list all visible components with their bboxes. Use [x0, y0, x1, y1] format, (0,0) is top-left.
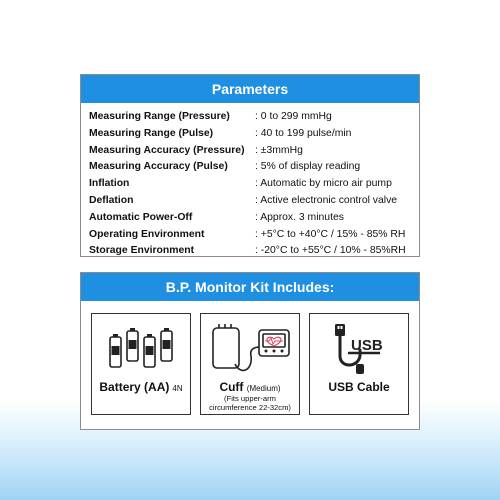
- param-value: : Automatic by micro air pump: [255, 178, 392, 190]
- param-row: [89, 243, 419, 260]
- param-label: Measuring Range (Pressure): [89, 111, 230, 122]
- kit-title: B.P. Monitor Kit Includes:: [81, 273, 419, 301]
- param-row: [89, 227, 419, 244]
- usb-icon-text: USB: [351, 337, 383, 354]
- battery-quantity: 4N: [172, 384, 183, 393]
- usb-cable-icon: [310, 320, 408, 376]
- kit-items: [81, 301, 419, 415]
- param-value: : Approx. 3 minutes: [255, 211, 344, 223]
- param-row: [89, 109, 419, 126]
- battery-label: Battery (AA): [99, 380, 170, 394]
- param-value: : ±3mmHg: [255, 144, 303, 156]
- kit-item-cuff-label: [201, 380, 299, 394]
- param-label: Measuring Accuracy (Pressure): [89, 144, 245, 156]
- param-label: Automatic Power-Off: [89, 211, 193, 223]
- param-value: : -20°C to +55°C / 10% - 85%RH: [255, 245, 406, 257]
- param-value: : 0 to 299 mmHg: [255, 111, 332, 122]
- param-row: [89, 176, 419, 193]
- param-row: [89, 193, 419, 210]
- param-label: Inflation: [89, 178, 130, 190]
- cuff-monitor-icon: [201, 320, 299, 376]
- parameters-list: [81, 103, 419, 260]
- param-row: [89, 159, 419, 176]
- param-value: : Active electronic control valve: [255, 194, 398, 206]
- param-label: Deflation: [89, 194, 134, 206]
- param-label: Storage Environment: [89, 245, 195, 257]
- parameters-panel: [80, 74, 420, 257]
- param-value: : +5°C to +40°C / 15% - 85% RH: [255, 228, 406, 240]
- cuff-fit-note: (Fits upper-arm circumference 22-32cm): [209, 394, 291, 412]
- cuff-size: (Medium): [246, 384, 281, 393]
- param-label: Operating Environment: [89, 228, 205, 240]
- batteries-icon: [92, 320, 190, 376]
- cuff-label: Cuff: [219, 380, 244, 394]
- param-value: : 5% of display reading: [255, 161, 361, 173]
- parameters-title: Parameters: [81, 75, 419, 103]
- kit-item-usb: [309, 313, 409, 415]
- kit-item-battery-label: [92, 380, 190, 394]
- usb-cable-label: USB Cable: [328, 380, 390, 394]
- param-row: [89, 143, 419, 160]
- param-label: Measuring Accuracy (Pulse): [89, 161, 228, 173]
- param-row: [89, 210, 419, 227]
- kit-item-battery: [91, 313, 191, 415]
- kit-item-cuff: [200, 313, 300, 415]
- param-value: : 40 to 199 pulse/min: [255, 127, 352, 139]
- kit-panel: [80, 272, 420, 430]
- param-label: Measuring Range (Pulse): [89, 127, 214, 139]
- param-row: [89, 126, 419, 143]
